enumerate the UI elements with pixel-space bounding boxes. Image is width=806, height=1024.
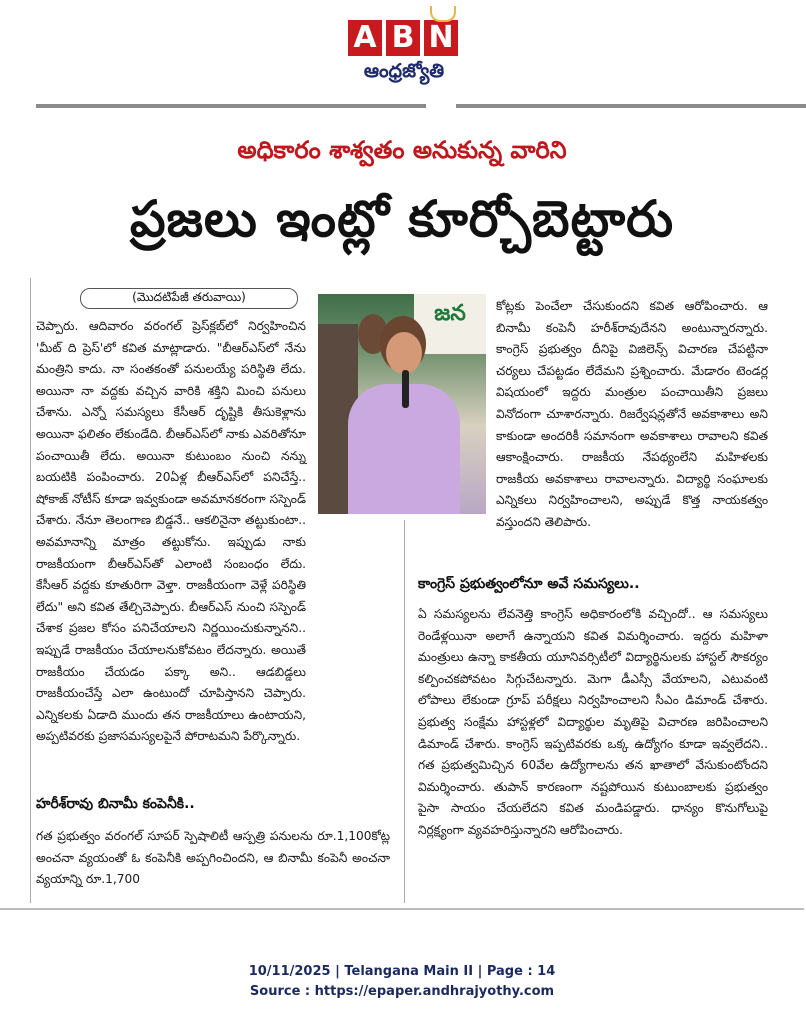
- top-divider: [36, 104, 806, 108]
- footer-date-page: 10/11/2025 | Telangana Main II | Page : 14: [248, 964, 556, 979]
- logo-letter-a: A: [348, 20, 382, 56]
- article-headline: ప్రజలు ఇంట్లో కూర్చోబెట్టారు: [129, 190, 675, 248]
- column1-paragraph1: చెప్పారు. ఆదివారం వరంగల్ ప్రెస్‌క్లబ్‌లో నిర్వహించిన 'మీట్ ది ప్రెస్'లో కవిత మాట్లాడారు. "బీఆర్ఎస్‌లో నేను మంత్రిని కాదు. నా సంతకంతో పనులయ్యే పరిస్థితి లేదు. అయినా నా వద్దకు వచ్చిన వారికి శక్తిని మించి పనులు చేశాను. ఎన్నో సమస్యలు కేసీఆర్ దృష్టికి తీసుకెళ్లాను అయినా ఫలితం లేకుండేది. బీఆర్ఎస్‌లో నాకు ఎవరితోనూ పంచాయితీ లేదు. అయినా కుటుంబం నుంచి నన్ను బయటికి పంపించారు. 20ఏళ్ల బీఆర్ఎస్‌లో పనిచేస్తే.. షోకాజ్ నోటీస్ కూడా ఇవ్వకుండా అవమానకరంగా సస్పెండ్ చేశారు. నేనూ తెలంగాణ బిడ్డనే.. ఆకలినైనా తట్టుకుంటా.. అవమానాన్ని మాత్రం తట్టుకోను. ఇప్పుడు నాకు రాజకీయంగా బీఆర్ఎస్‌తో ఎలాంటి సంబంధం లేదు. కేసీఆర్ వద్దకు కూతురిగా వెళ్తా. రాజకీయంగా వెళ్లే పరిస్థితి లేదు" అని కవిత తేల్చిచెప్పారు. బీఆర్ఎస్ నుంచి సస్పెండ్ చేశాక ప్రజల కోసం పనిచేయాలని నిర్ణయించుకున్నానని.. ఇప్పుడే రాజకీయం చేయాలనుకోవటం లేదన్నారు. అయితే రాజకీయం చేయడం పక్కా అని.. ఆడబిడ్డలు రాజకీయంచేస్తే ఎలా ఉంటుందో చూపిస్తానని చెప్పారు. ఎన్నికలకు ఏడాది ముందు తన రాజకీయాలు ఉంటాయని, అప్పటివరకు ప్రజాసమస్యలపైనే పోరాటమని పేర్కొన్నారు.: [36, 319, 306, 744]
- article-photo: [318, 294, 486, 514]
- column2-paragraph1a: కోట్లకు పెంచేలా చేసుకుందని కవిత ఆరోపించారు. ఆ బినామీ కంపెనీ హరీశ్‌రావుదేనని అంటున్నారన్నారు. కాంగ్రెస్ ప్రభుత్వం దీనిపై విజిలెన్స్ విచారణ చేపట్టినా చర్యలు చేపట్టడం లేదేమని ప్రశ్నించారు. మేడారం టెండర్ల విషయంలో ఇద్దరు మంత్రుల పంచాయితీని ప్రజలు వినోదంగా చూశారన్నారు. రిజర్వేషన్లతోనే అవకాశాలు అని కాకుండా అందరికీ సమానంగా అవకాశాలు రావాలని కవిత ఆకాంక్షించారు. రాజకీయ నేపథ్యంలేని మహిళలకు రాజకీయ అవకాశాలు రావాలన్నారు. విద్యార్థి సంఘాలకు ఎన్నికలు నిర్వహించాలని, అప్పుడే కొత్త నాయకత్వం వస్తుందని తెలిపారు.: [496, 299, 768, 529]
- logo-letter-n: N: [424, 20, 458, 56]
- microphone-icon: [402, 370, 409, 408]
- column1-subheading: హరీశ్‌రావు బినామీ కంపెనీకి..: [36, 796, 195, 812]
- footer-source: Source : https://epaper.andhrajyothy.com: [249, 984, 555, 999]
- logo-letter-b: B: [386, 20, 420, 56]
- continued-label: (మొదటిపేజీ తరువాయి): [80, 288, 298, 309]
- bottom-divider: [0, 908, 804, 910]
- article-kicker: అధికారం శాశ్వతం అనుకున్న వారిని: [237, 136, 567, 164]
- cup-icon: [430, 6, 456, 22]
- column-rule-left: [30, 278, 31, 903]
- column1-paragraph2: గత ప్రభుత్వం వరంగల్ సూపర్ స్పెషాలిటీ ఆస్పత్రి పనులను రూ.1,100కోట్ల అంచనా వ్యయంతో ఓ కంపెనీకి అప్పగించిందని, ఆ బినామీ కంపెనీ అంచనా వ్యయాన్ని రూ.1,700: [36, 829, 390, 887]
- column2-paragraph2: ఏ సమస్యలను లేవనెత్తి కాంగ్రెస్ అధికారంలోకి వచ్చిందో.. ఆ సమస్యలు రెండేళ్లయినా అలాగే ఉన్నాయని కవిత విమర్శించారు. ఇద్దరు మహిళా మంత్రులు ఉన్నా కాకతీయ యూనివర్సిటీలో విద్యార్థినులకు హాస్టల్ సౌకర్యం కల్పించకపోవటం సిగ్గుచేటన్నారు. మెగా డీఎస్సీ వేయాలని, ఎటువంటి లోపాలు లేకుండా గ్రూప్ పరీక్షలు నిర్వహించాలని సీఎం డిమాండ్ చేశారు. ప్రభుత్వ సంక్షేమ హాస్టళ్లలో విద్యార్థుల మృతిపై విచారణ జరిపించాలని డిమాండ్ చేశారు. కాంగ్రెస్ ఇప్పటివరకు ఒక్క ఉద్యోగం కూడా ఇవ్వలేదని.. గత ప్రభుత్వమిచ్చిన 60వేల ఉద్యోగాలను తన ఖాతాలో వేసుకుంటోందని విమర్శించారు. తుపాన్ కారణంగా నష్టపోయిన కుటుంబాలకు ప్రభుత్వం పైసా సాయం చేయలేదని కవిత మండిపడ్డారు. ధాన్యం కొనుగోలుపై నిర్లక్ష్యంగా వ్యవహరిస్తున్నారని ఆరోపించారు.: [418, 607, 768, 837]
- photo-speaker-face: [386, 332, 422, 374]
- photo-banner: జన: [414, 294, 486, 354]
- logo-subtitle: ఆంధ్రజ్యోతి: [363, 60, 445, 82]
- abn-logo: [348, 4, 460, 86]
- column2-subheading: కాంగ్రెస్ ప్రభుత్వంలోనూ అవే సమస్యలు..: [418, 576, 640, 592]
- column-rule-middle: [404, 520, 405, 903]
